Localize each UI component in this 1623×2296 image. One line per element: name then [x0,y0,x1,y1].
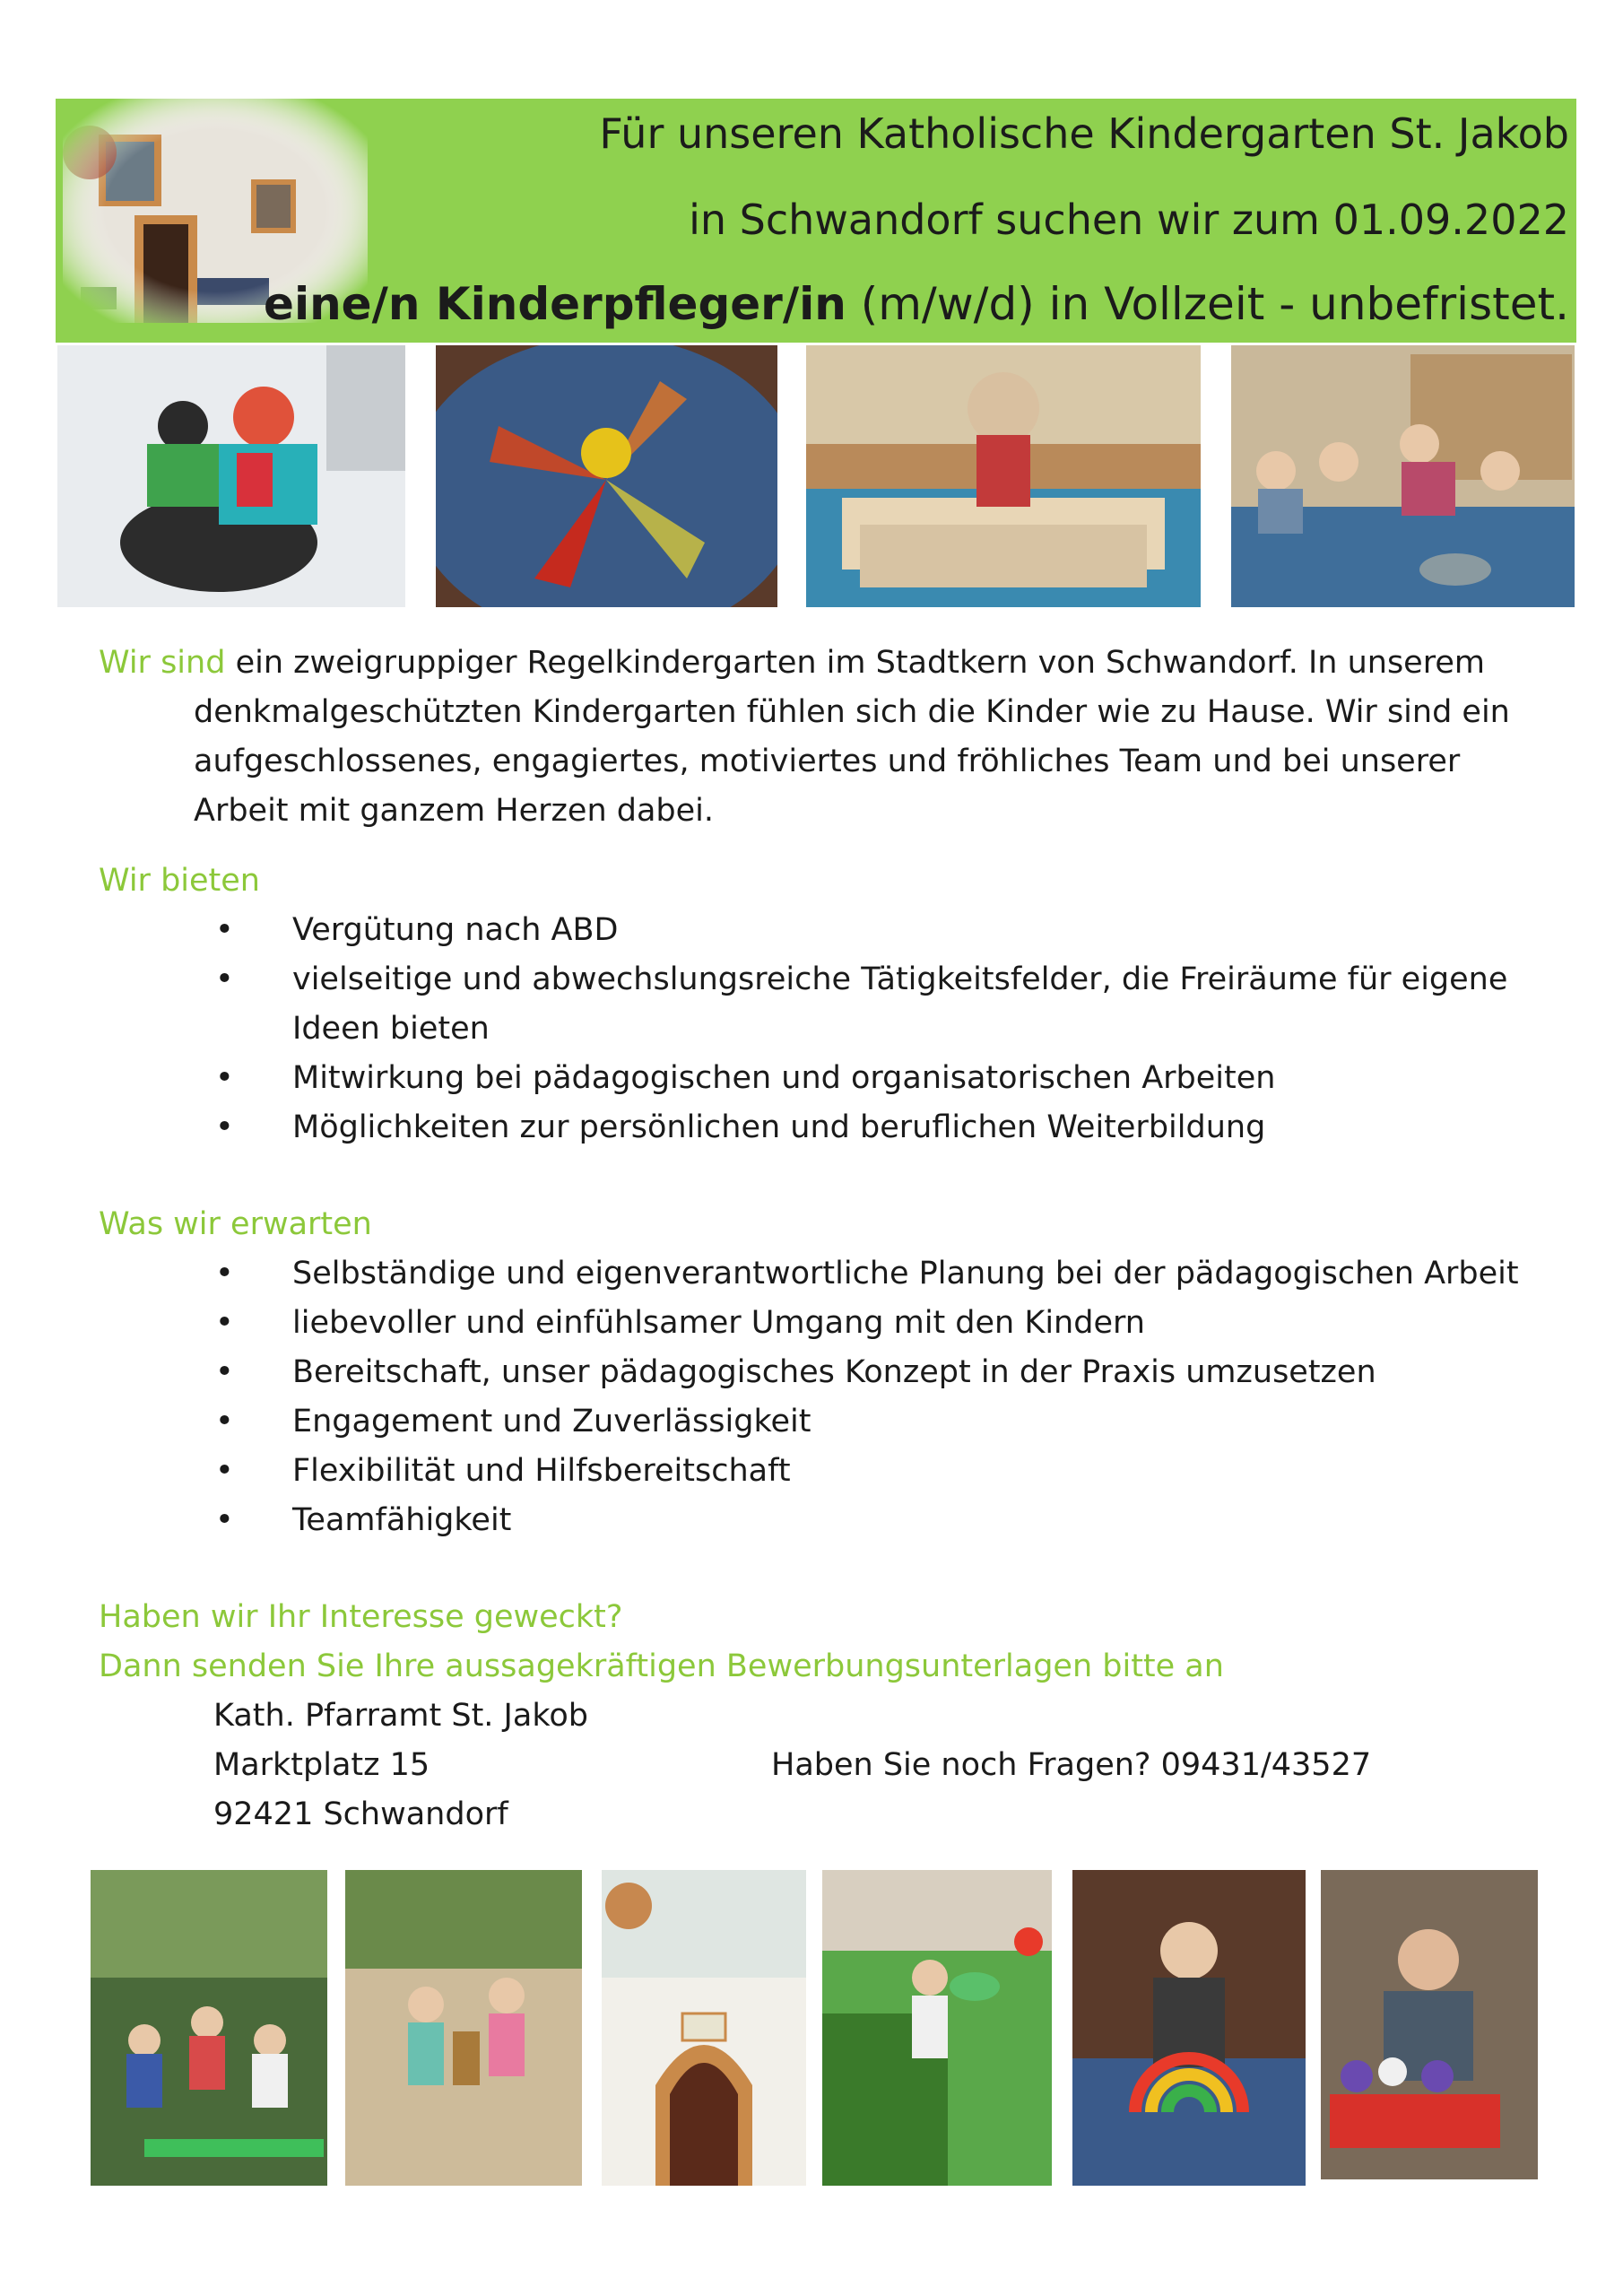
header-line-2: in Schwandorf suchen wir zum 01.09.2022 [689,196,1569,244]
intro-line-2: denkmalgeschützten Kindergarten fühlen sich die Kinder wie zu Hause. Wir sind ein [194,694,1510,730]
intro-lead: Wir sind [99,645,226,681]
photo-watering-plants [822,1870,1052,2186]
photo-rug-decoration [436,345,777,607]
photo-group-circle [1231,345,1575,607]
offer-item-text: Vergütung nach ABD [292,912,619,948]
photo-hobby-horses [345,1870,582,2186]
contact-instruction: Dann senden Sie Ihre aussagekräftigen Bewerbungsunterlagen bitte an [99,1648,1224,1684]
contact-question: Haben wir Ihr Interesse geweckt? [99,1599,623,1635]
offer-item-text: Mitwirkung bei pädagogischen und organisatorischen Arbeiten [292,1060,1276,1096]
header-banner [56,99,1576,343]
intro-line-1 [99,639,1485,688]
intro-text-1: ein zweigruppiger Regelkindergarten im Stadtkern von Schwandorf. In unserem [225,645,1485,681]
expect-item-text: Teamfähigkeit [292,1502,512,1538]
expect-heading: Was wir erwarten [99,1206,372,1242]
photo-building-door [602,1870,806,2186]
expect-item-text: Flexibilität und Hilfsbereitschaft [292,1453,791,1489]
expect-item-text: Selbständige und eigenverantwortliche Planung bei der pädagogischen Arbeit [292,1256,1519,1292]
contact-phone: Haben Sie noch Fragen? 09431/43527 [771,1747,1372,1783]
intro-line-4: Arbeit mit ganzem Herzen dabei. [194,793,715,829]
bullet: • [215,1354,234,1390]
bullet: • [215,1502,234,1538]
bullet: • [215,1256,234,1292]
job-title: eine/n Kinderpfleger/in [264,278,846,330]
contact-street: Marktplatz 15 [213,1747,430,1783]
offer-item-text: Möglichkeiten zur persönlichen und beruflichen Weiterbildung [292,1109,1266,1145]
offer-item-text: vielseitige und abwechslungsreiche Tätigkeitsfelder, die Freiräume für eigene [292,961,1508,997]
expect-item-text: Bereitschaft, unser pädagogisches Konzept in der Praxis umzusetzen [292,1354,1376,1390]
expect-item-text: liebevoller und einfühlsamer Umgang mit den Kindern [292,1305,1145,1341]
bullet: • [215,1109,234,1145]
bullet: • [215,1305,234,1341]
photo-rainbow-toy [1072,1870,1306,2186]
bullet: • [215,961,234,997]
offer-item-continuation: Ideen bieten [292,1011,490,1047]
bullet: • [215,1060,234,1096]
header-line-1: Für unseren Katholische Kindergarten St. Jakob [599,109,1569,158]
contact-name: Kath. Pfarramt St. Jakob [213,1698,588,1734]
photo-garden-play [91,1870,327,2186]
intro-line-3: aufgeschlossenes, engagiertes, motiviertes und fröhliches Team und bei unserer [194,744,1461,779]
bullet: • [215,1453,234,1489]
photo-sledding [57,345,405,607]
expect-item-text: Engagement und Zuverlässigkeit [292,1404,812,1439]
bullet: • [215,1404,234,1439]
header-line-3 [264,278,1569,330]
contact-city: 92421 Schwandorf [213,1796,508,1832]
photo-block-castle [806,345,1201,607]
job-terms: (m/w/d) in Vollzeit - unbefristet. [846,278,1569,330]
bullet: • [215,912,234,948]
offer-heading: Wir bieten [99,863,260,899]
photo-child-flowers [1321,1870,1538,2179]
